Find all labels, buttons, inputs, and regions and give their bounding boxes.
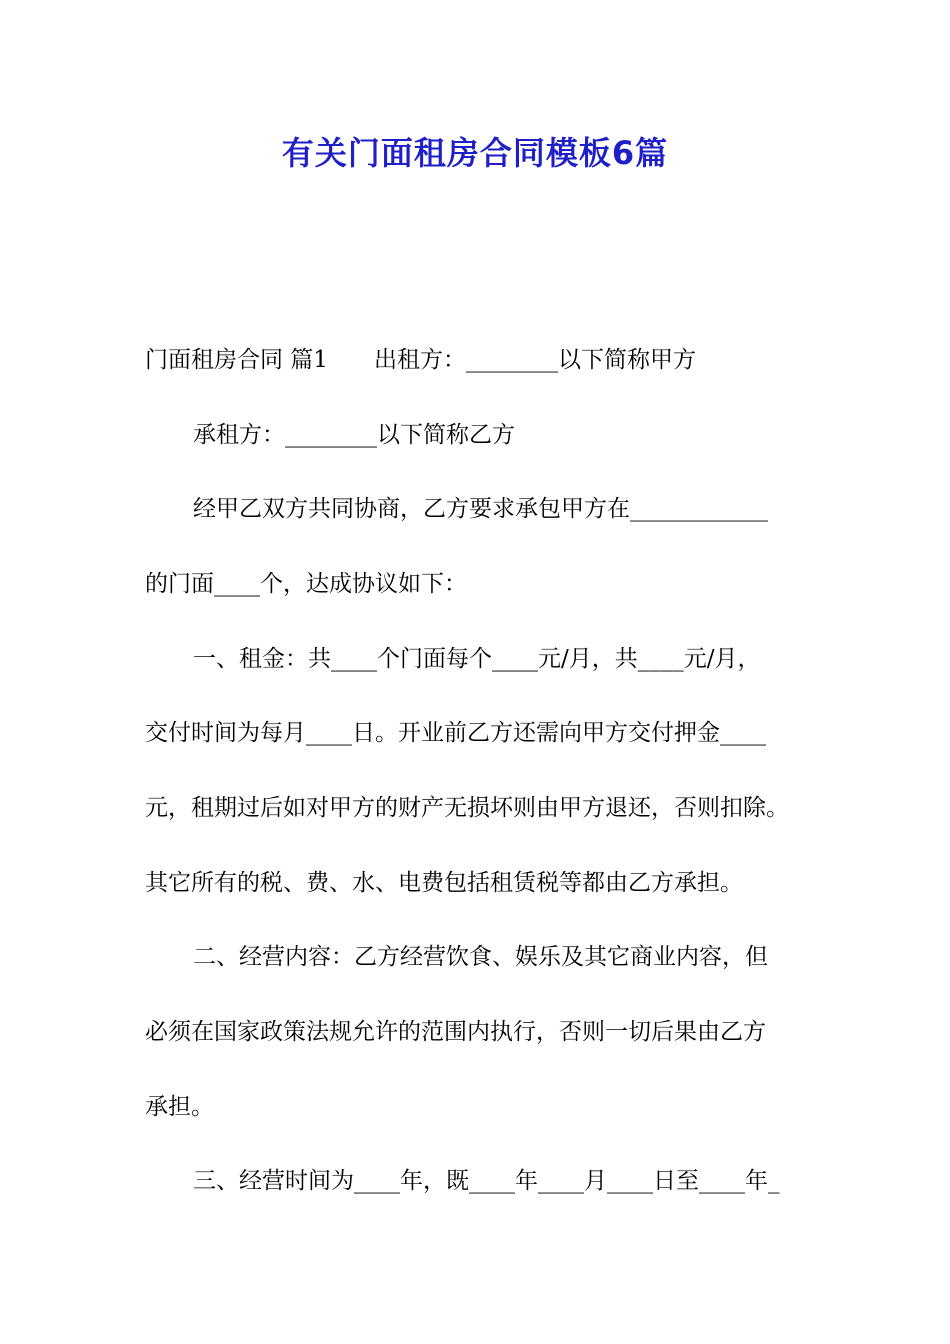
paragraph-line: 其它所有的税、费、水、电费包括租赁税等都由乙方承担。: [145, 870, 743, 896]
paragraph-line: 经甲乙双方共同协商，乙方要求承包甲方在____________: [193, 496, 768, 522]
paragraph-line: 二、经营内容：乙方经营饮食、娱乐及其它商业内容，但: [193, 944, 768, 970]
paragraph-line: 元，租期过后如对甲方的财产无损坏则由甲方退还，否则扣除。: [145, 795, 789, 821]
paragraph-line: 必须在国家政策法规允许的范围内执行，否则一切后果由乙方: [145, 1019, 766, 1045]
paragraph-line: 交付时间为每月____日。开业前乙方还需向甲方交付押金____: [145, 720, 766, 746]
lessor-line: 出租方：________以下简称甲方: [373, 347, 696, 373]
lessee-line: 承租方：________以下简称乙方: [193, 422, 515, 448]
paragraph-line: 承担。: [145, 1094, 214, 1120]
contract-section-label: 门面租房合同 篇1: [145, 347, 328, 373]
document-title: 有关门面租房合同模板6篇: [281, 134, 669, 172]
paragraph-line: 的门面____个，达成协议如下：: [145, 571, 467, 597]
paragraph-line: 三、经营时间为____年，既____年____月____日至____年_: [193, 1168, 780, 1194]
paragraph-line: 一、租金：共____个门面每个____元/月，共____元/月，: [193, 646, 761, 672]
contract-heading-line: [145, 345, 696, 375]
